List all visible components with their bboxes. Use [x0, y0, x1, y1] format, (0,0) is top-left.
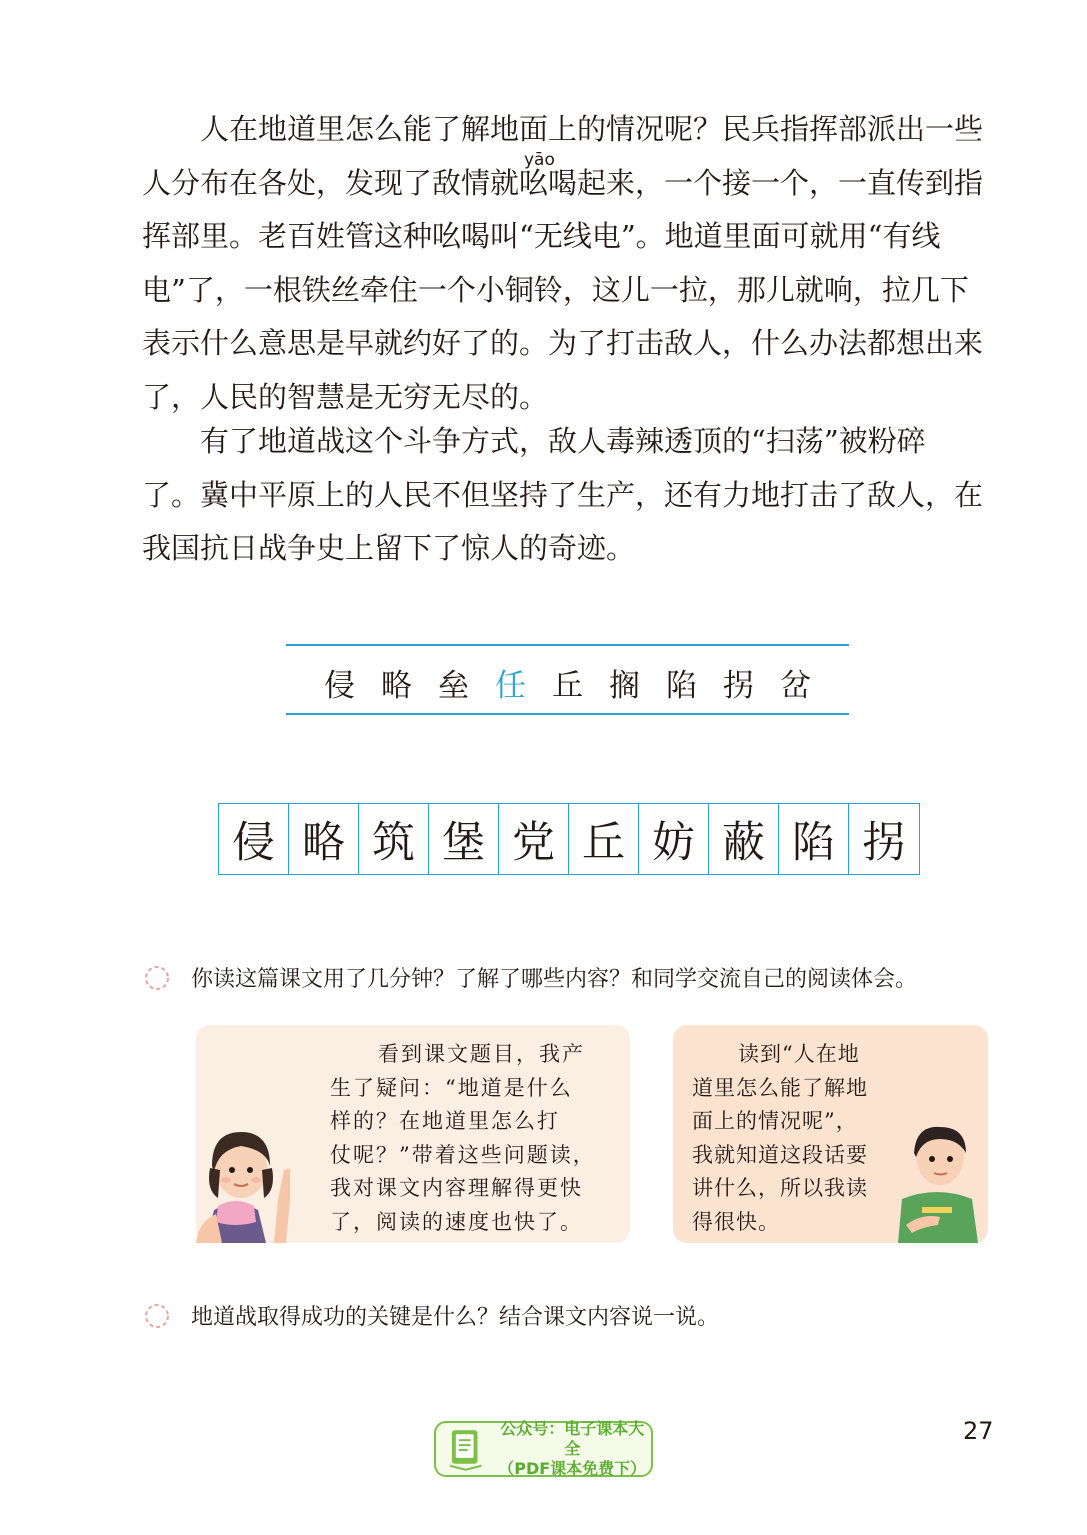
- write-char-cell: 拐: [862, 817, 906, 868]
- bubble-line: 讲什么，所以我读: [692, 1176, 868, 1200]
- write-char-cell: 妨: [639, 804, 709, 874]
- bubble-line: 看到课文题目，我产: [378, 1042, 585, 1066]
- bubble-line: 样的？在地道里怎么打: [330, 1109, 560, 1133]
- recognize-char: 拐: [723, 668, 754, 704]
- exercise-question-1: [143, 962, 917, 993]
- recognize-char: 丘: [552, 668, 583, 704]
- bubble-line: 读到“人在地: [738, 1042, 860, 1066]
- question-text: 你读这篇课文用了几分钟？了解了哪些内容？和同学交流自己的阅读体会。: [191, 967, 918, 992]
- recognize-char: 陷: [666, 668, 697, 704]
- writing-character-grid: [218, 803, 920, 875]
- write-char-cell: 侵: [219, 804, 289, 874]
- watermark-line: （PDF课本免费下）: [498, 1459, 647, 1478]
- recognize-char: 侵: [324, 668, 355, 704]
- recognize-char: 岔: [780, 668, 811, 704]
- recognize-box-top-rule: [286, 644, 849, 646]
- watermark-text: [493, 1419, 651, 1479]
- exercise-question-2: [143, 1300, 719, 1331]
- boy-illustration: [892, 1115, 982, 1243]
- paragraph-1: [142, 103, 994, 424]
- bubble-girl-text: [330, 1038, 596, 1239]
- write-char-cell: 丘: [569, 804, 639, 874]
- write-char-cell: 堡: [429, 804, 499, 874]
- write-char-cell: 党: [499, 804, 569, 874]
- bubble-line: 面上的情况呢”，: [692, 1109, 858, 1133]
- bubble-line: 生了疑问：“地道是什么: [330, 1075, 573, 1100]
- watermark-badge: [434, 1421, 653, 1477]
- paragraph-line: 有了地道战这个斗争方式，敌人毒辣透顶的“扫荡”被粉碎: [200, 424, 926, 458]
- recognize-char: 垒: [438, 668, 469, 704]
- write-char-cell: 陷: [779, 804, 849, 874]
- dashed-circle-icon: [143, 964, 171, 992]
- bubble-line: 得很快。: [692, 1209, 780, 1234]
- paragraph-line: 了。冀中平原上的人民不但坚持了生产，还有力地打击了敌人，在: [142, 477, 984, 512]
- write-char-cell: 蔽: [709, 804, 779, 874]
- recognize-characters: [286, 655, 849, 710]
- paragraph-line: 人分布在各处，发现了敌情就吆喝起来，一个接一个，一直传到指: [142, 165, 984, 200]
- bubble-line: 我就知道这段话要: [692, 1142, 868, 1167]
- bubble-boy-text: [692, 1038, 868, 1239]
- watermark-line: 公众号：电子课本大全: [500, 1419, 645, 1458]
- bubble-line: 道里怎么能了解地: [692, 1075, 868, 1100]
- bubble-line: 我对课文内容理解得更快: [330, 1176, 583, 1200]
- bubble-line: 仗呢？”带着这些问题读，: [330, 1142, 596, 1167]
- girl-illustration: [196, 1110, 316, 1243]
- pinyin-annotation: yāo: [524, 150, 555, 170]
- paragraph-2: [142, 415, 994, 576]
- paragraph-line: 了，人民的智慧是无穷无尽的。: [142, 379, 549, 414]
- paragraph-line: 挥部里。老百姓管这种吆喝叫“无线电”。地道里面可就用“有线: [142, 219, 941, 253]
- paragraph-line: 表示什么意思是早就约好了的。为了打击敌人，什么办法都想出来: [142, 326, 984, 360]
- paragraph-line: 我国抗日战争史上留下了惊人的奇迹。: [142, 531, 636, 565]
- page-number: 27: [963, 1417, 994, 1445]
- recognize-char: 略: [381, 668, 412, 704]
- paragraph-line: 人在地道里怎么能了解地面上的情况呢？民兵指挥部派出一些: [200, 112, 984, 146]
- recognize-char: 搁: [609, 668, 640, 704]
- dashed-circle-icon: [143, 1302, 171, 1330]
- book-icon: [446, 1426, 485, 1472]
- write-char-cell: 筑: [359, 804, 429, 874]
- paragraph-line: 电”了，一根铁丝牵住一个小铜铃，这儿一拉，那儿就响，拉几下: [142, 272, 969, 307]
- bubble-line: 了，阅读的速度也快了。: [330, 1209, 583, 1234]
- write-char-cell: 略: [289, 804, 359, 874]
- recognize-char-highlighted: 任: [495, 668, 526, 704]
- question-text: 地道战取得成功的关键是什么？结合课文内容说一说。: [191, 1305, 720, 1330]
- recognize-box-bottom-rule: [286, 713, 849, 715]
